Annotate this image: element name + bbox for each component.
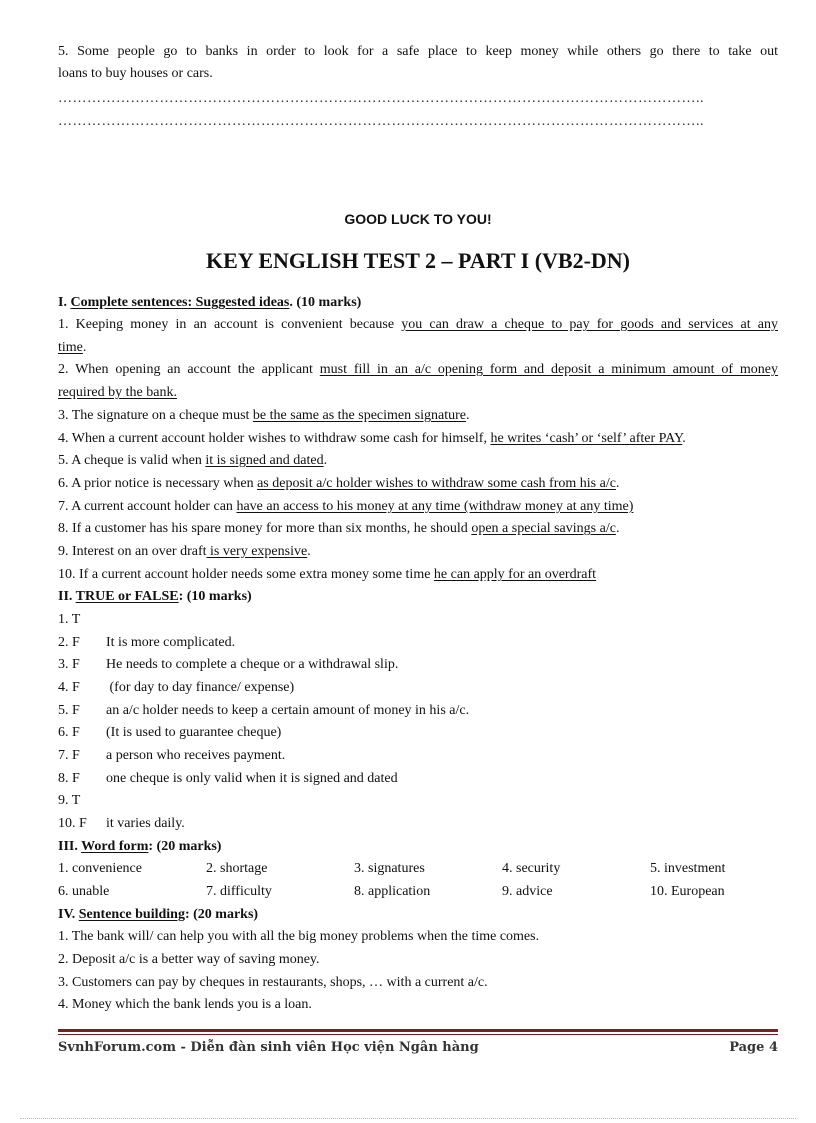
s1-item-7: 7. A current account holder can have an access to his money at any time (withdraw money at any time)	[58, 499, 634, 514]
s2-item-4: 4. F (for day to day finance/ expense)	[58, 680, 295, 695]
word-form-answer: 3. signatures	[354, 861, 425, 876]
s1-item-9: 9. Interest on an over draft is very expensive.	[58, 544, 311, 559]
word-form-answer: 6. unable	[58, 884, 110, 899]
s1-item-6: 6. A prior notice is necessary when as deposit a/c holder wishes to withdraw some cash from his a/c.	[58, 476, 620, 491]
s2-item-10: 10. F it varies daily.	[58, 816, 185, 831]
word-form-answer: 10. European	[650, 884, 725, 899]
s2-item-7: 7. F a person who receives payment.	[58, 748, 286, 763]
s2-item-5: 5. F an a/c holder needs to keep a certain amount of money in his a/c.	[58, 703, 470, 718]
page-edge-divider	[20, 1118, 796, 1119]
s2-item-6: 6. F (It is used to guarantee cheque)	[58, 725, 282, 740]
s2-item-3: 3. F He needs to complete a cheque or a withdrawal slip.	[58, 657, 399, 672]
word-form-answer: 1. convenience	[58, 861, 142, 876]
word-form-row-2	[58, 882, 798, 902]
footer-rule-thick	[58, 1029, 778, 1032]
s1-item-1-cont: time.	[58, 340, 87, 355]
section-1-heading: I. Complete sentences: Suggested ideas. (10 marks)	[58, 295, 362, 310]
s1-item-8: 8. If a customer has his spare money for more than six months, he should open a special savings a/c.	[58, 521, 620, 536]
word-form-answer: 2. shortage	[206, 861, 268, 876]
q5-continuation: loans to buy houses or cars.	[58, 66, 213, 81]
good-luck-heading: GOOD LUCK TO YOU!	[344, 211, 492, 227]
s2-item-1: 1. T	[58, 612, 81, 627]
word-form-answer: 9. advice	[502, 884, 553, 899]
word-form-answer: 5. investment	[650, 861, 726, 876]
word-form-answer: 8. application	[354, 884, 431, 899]
page-number: Page 4	[729, 1040, 778, 1055]
footer-rule-thin	[58, 1034, 778, 1035]
s2-item-8: 8. F one cheque is only valid when it is signed and dated	[58, 771, 398, 786]
section-3-heading: III. Word form: (20 marks)	[58, 839, 222, 854]
word-form-answer: 4. security	[502, 861, 561, 876]
answer-dots-line-2: ……………………………………………………………………………………………………………………..	[58, 114, 704, 129]
s1-item-2: 2. When opening an account the applicant must fill in an a/c opening form and deposit a minimum amount of money	[58, 362, 779, 377]
s4-item-4: 4. Money which the bank lends you is a loan.	[58, 997, 312, 1012]
word-form-answer: 7. difficulty	[206, 884, 272, 899]
s4-item-3: 3. Customers can pay by cheques in restaurants, shops, … with a current a/c.	[58, 975, 488, 990]
s4-item-2: 2. Deposit a/c is a better way of saving money.	[58, 952, 320, 967]
answer-dots-line-1: ……………………………………………………………………………………………………………………..	[58, 91, 704, 106]
page-title: KEY ENGLISH TEST 2 – PART I (VB2-DN)	[205, 248, 631, 273]
s2-item-2: 2. F It is more complicated.	[58, 635, 236, 650]
s2-item-9: 9. T	[58, 793, 81, 808]
s1-item-1: 1. Keeping money in an account is convenient because you can draw a cheque to pay for goods and services at any	[58, 317, 778, 332]
s1-item-10: 10. If a current account holder needs some extra money some time he can apply for an overdraft	[58, 567, 597, 582]
s1-item-4: 4. When a current account holder wishes to withdraw some cash for himself, he writes ‘cash’ or ‘self’ after PAY.	[58, 431, 686, 446]
s1-item-2-cont: required by the bank.	[58, 385, 177, 400]
section-2-heading: II. TRUE or FALSE: (10 marks)	[58, 589, 252, 604]
q5-text: 5. Some people go to banks in order to look for a safe place to keep money while others go there to take out	[58, 44, 778, 59]
word-form-row-1	[58, 859, 798, 879]
s1-item-3: 3. The signature on a cheque must be the same as the specimen signature.	[58, 408, 470, 423]
s1-item-5: 5. A cheque is valid when it is signed and dated.	[58, 453, 328, 468]
section-4-heading: IV. Sentence building: (20 marks)	[58, 907, 259, 922]
footer-site: SvnhForum.com - Diễn đàn sinh viên Học viện Ngân hàng	[58, 1040, 479, 1055]
s4-item-1: 1. The bank will/ can help you with all the big money problems when the time comes.	[58, 929, 540, 944]
